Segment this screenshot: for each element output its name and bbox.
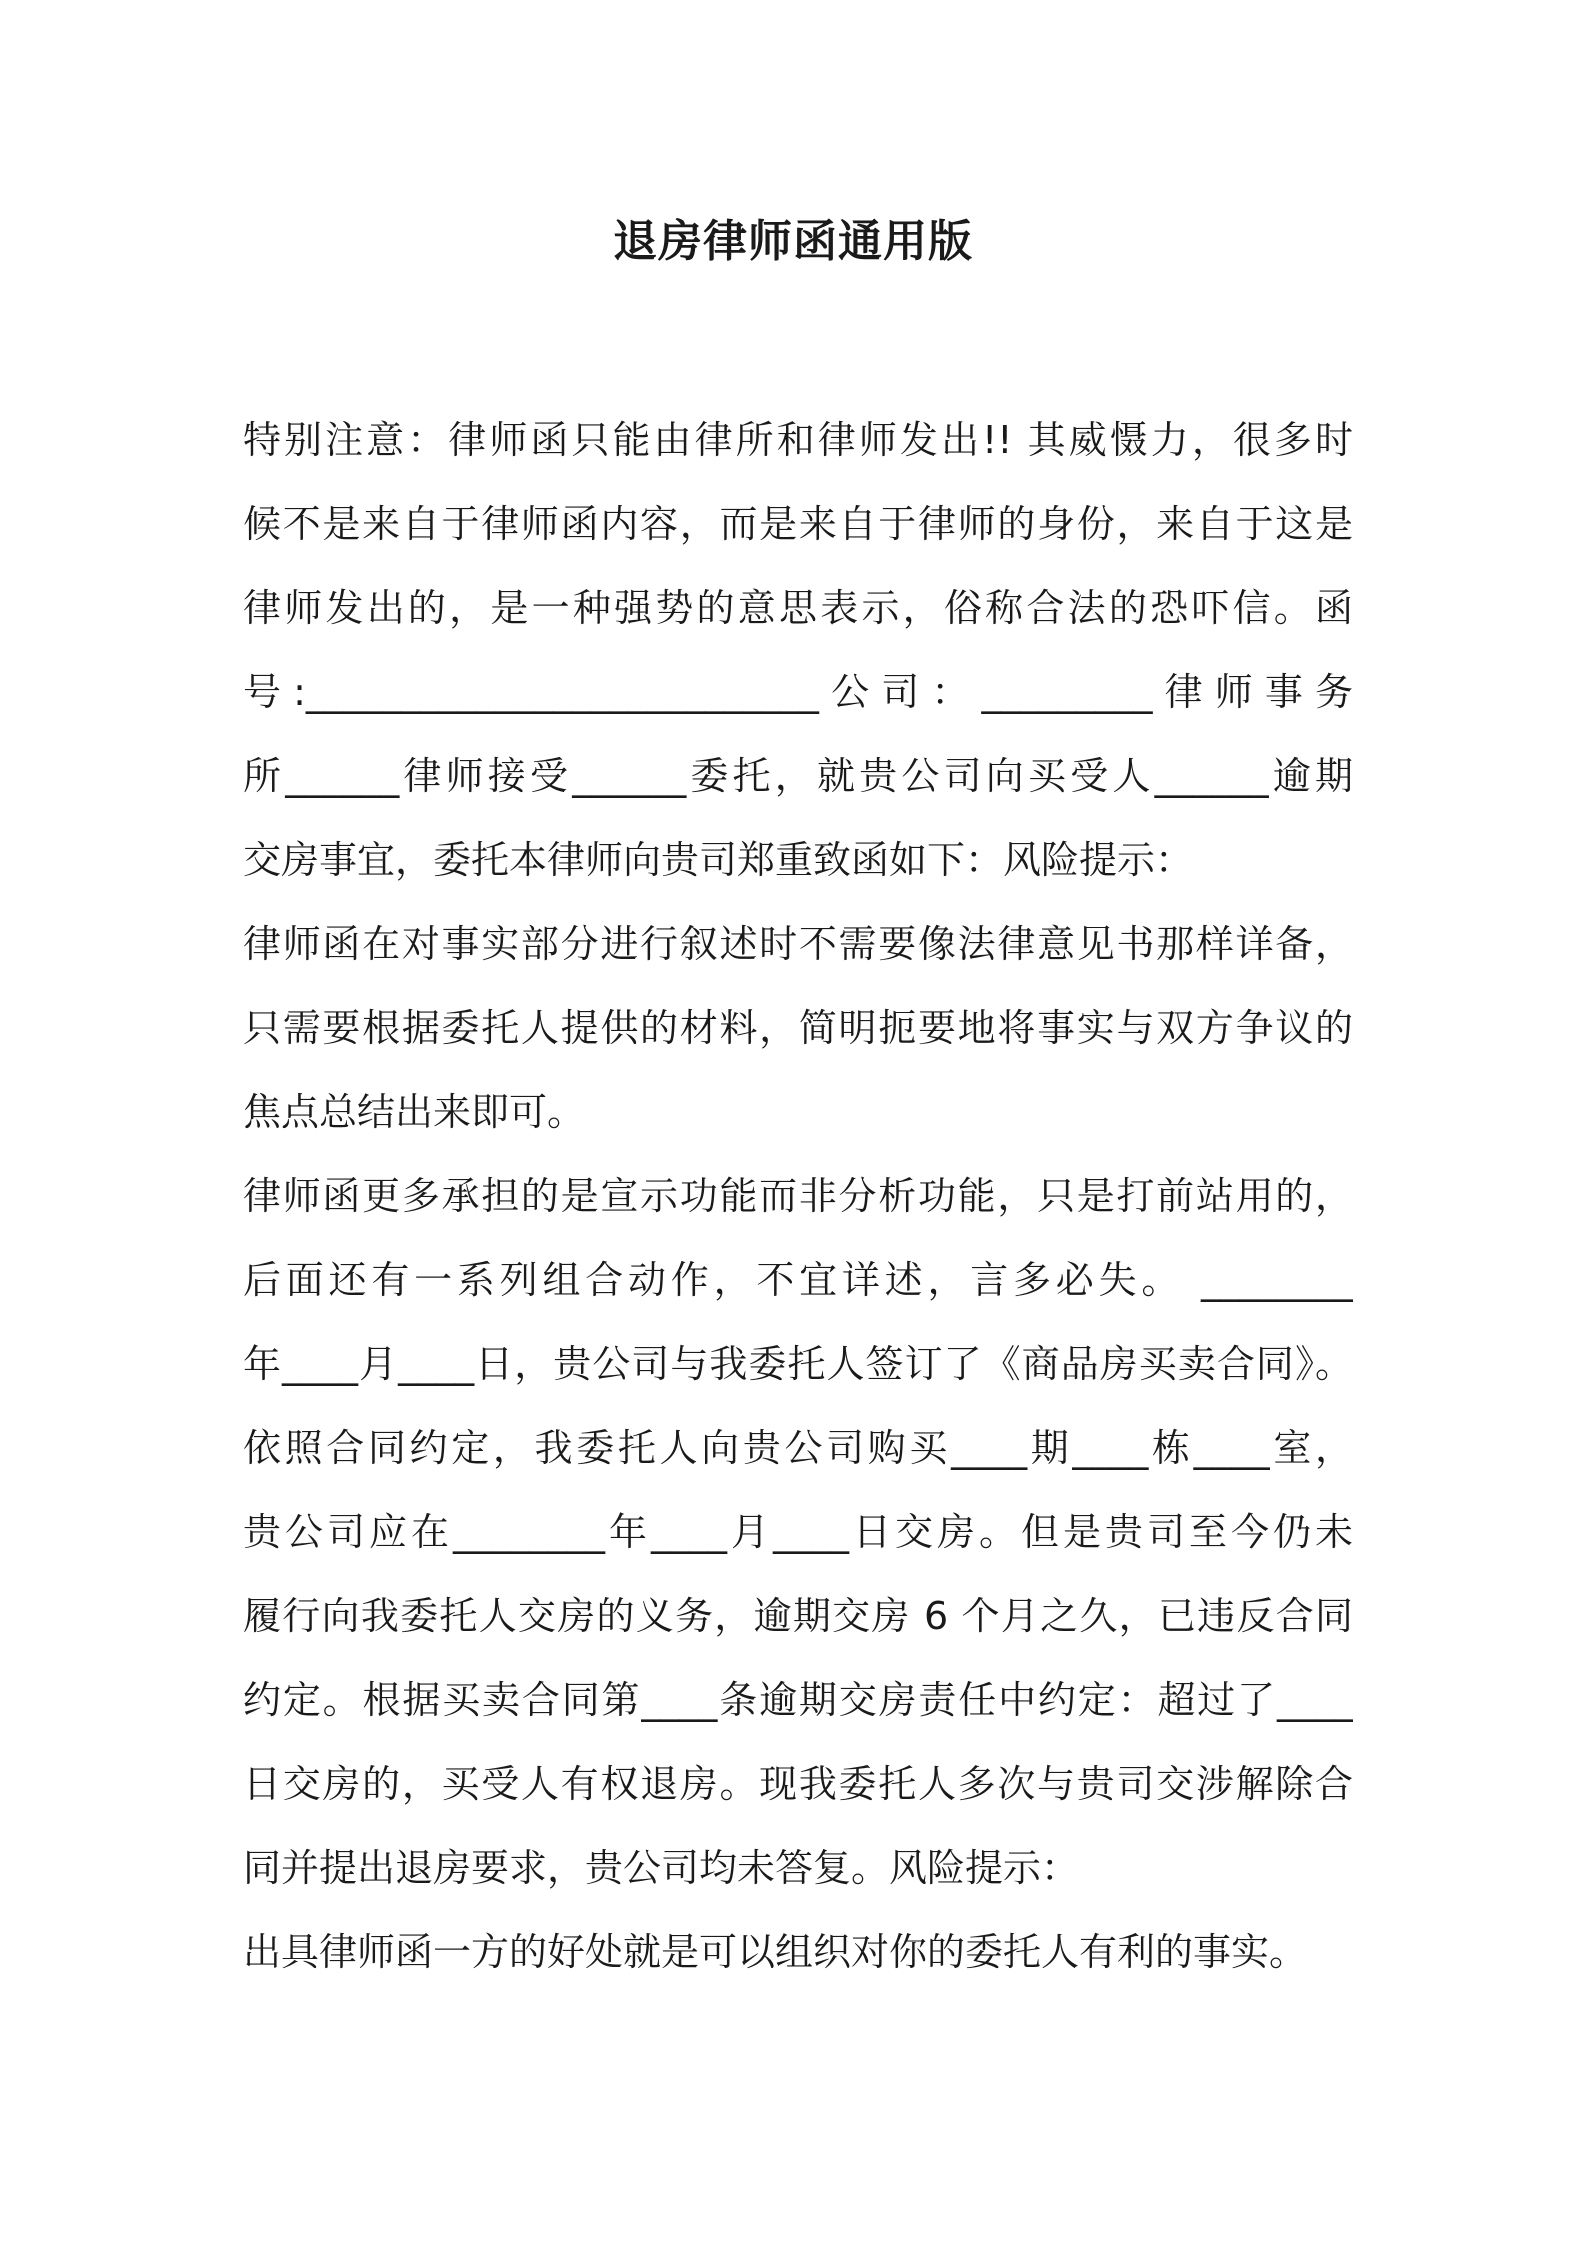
body-line: 所______律师接受______委托，就贵公司向买受人______逾期 [243,754,1353,798]
body-line: 焦点总结出来即可。 [243,1090,586,1134]
body-line: 候不是来自于律师函内容，而是来自于律师的身份，来自于这是 [243,502,1353,546]
body-line: 贵公司应在________年____月____日交房。但是贵司至今仍未 [243,1510,1353,1554]
body-line: 号:___________________________公司：_________律师事务 [243,670,1353,714]
body-line: 后面还有一系列组合动作，不宜详述，言多必失。 ________ [243,1258,1353,1302]
body-line: 约定。根据买卖合同第____条逾期交房责任中约定：超过了____ [243,1678,1353,1722]
body-line: 交房事宜，委托本律师向贵司郑重致函如下：风险提示： [243,838,1194,882]
body-line: 年____月____日，贵公司与我委托人签订了《商品房买卖合同》。 [243,1342,1353,1386]
body-line: 特别注意：律师函只能由律所和律师发出!! 其威慑力，很多时 [243,418,1353,462]
document-body [243,398,1353,1994]
body-line: 依照合同约定，我委托人向贵公司购买____期____栋____室， [243,1426,1353,1470]
body-line: 只需要根据委托人提供的材料，简明扼要地将事实与双方争议的 [243,1006,1353,1050]
body-line: 出具律师函一方的好处就是可以组织对你的委托人有利的事实。 [243,1930,1308,1974]
body-line: 履行向我委托人交房的义务，逾期交房 6 个月之久，已违反合同 [243,1594,1353,1638]
body-line: 律师函更多承担的是宣示功能而非分析功能，只是打前站用的， [243,1174,1353,1218]
body-line: 日交房的，买受人有权退房。现我委托人多次与贵司交涉解除合 [243,1762,1353,1806]
document-title: 退房律师函通用版 [613,216,973,267]
body-line: 律师函在对事实部分进行叙述时不需要像法律意见书那样详备， [243,922,1353,966]
body-line: 同并提出退房要求，贵公司均未答复。风险提示： [243,1846,1080,1890]
body-line: 律师发出的，是一种强势的意思表示，俗称合法的恐吓信。函 [243,586,1353,630]
